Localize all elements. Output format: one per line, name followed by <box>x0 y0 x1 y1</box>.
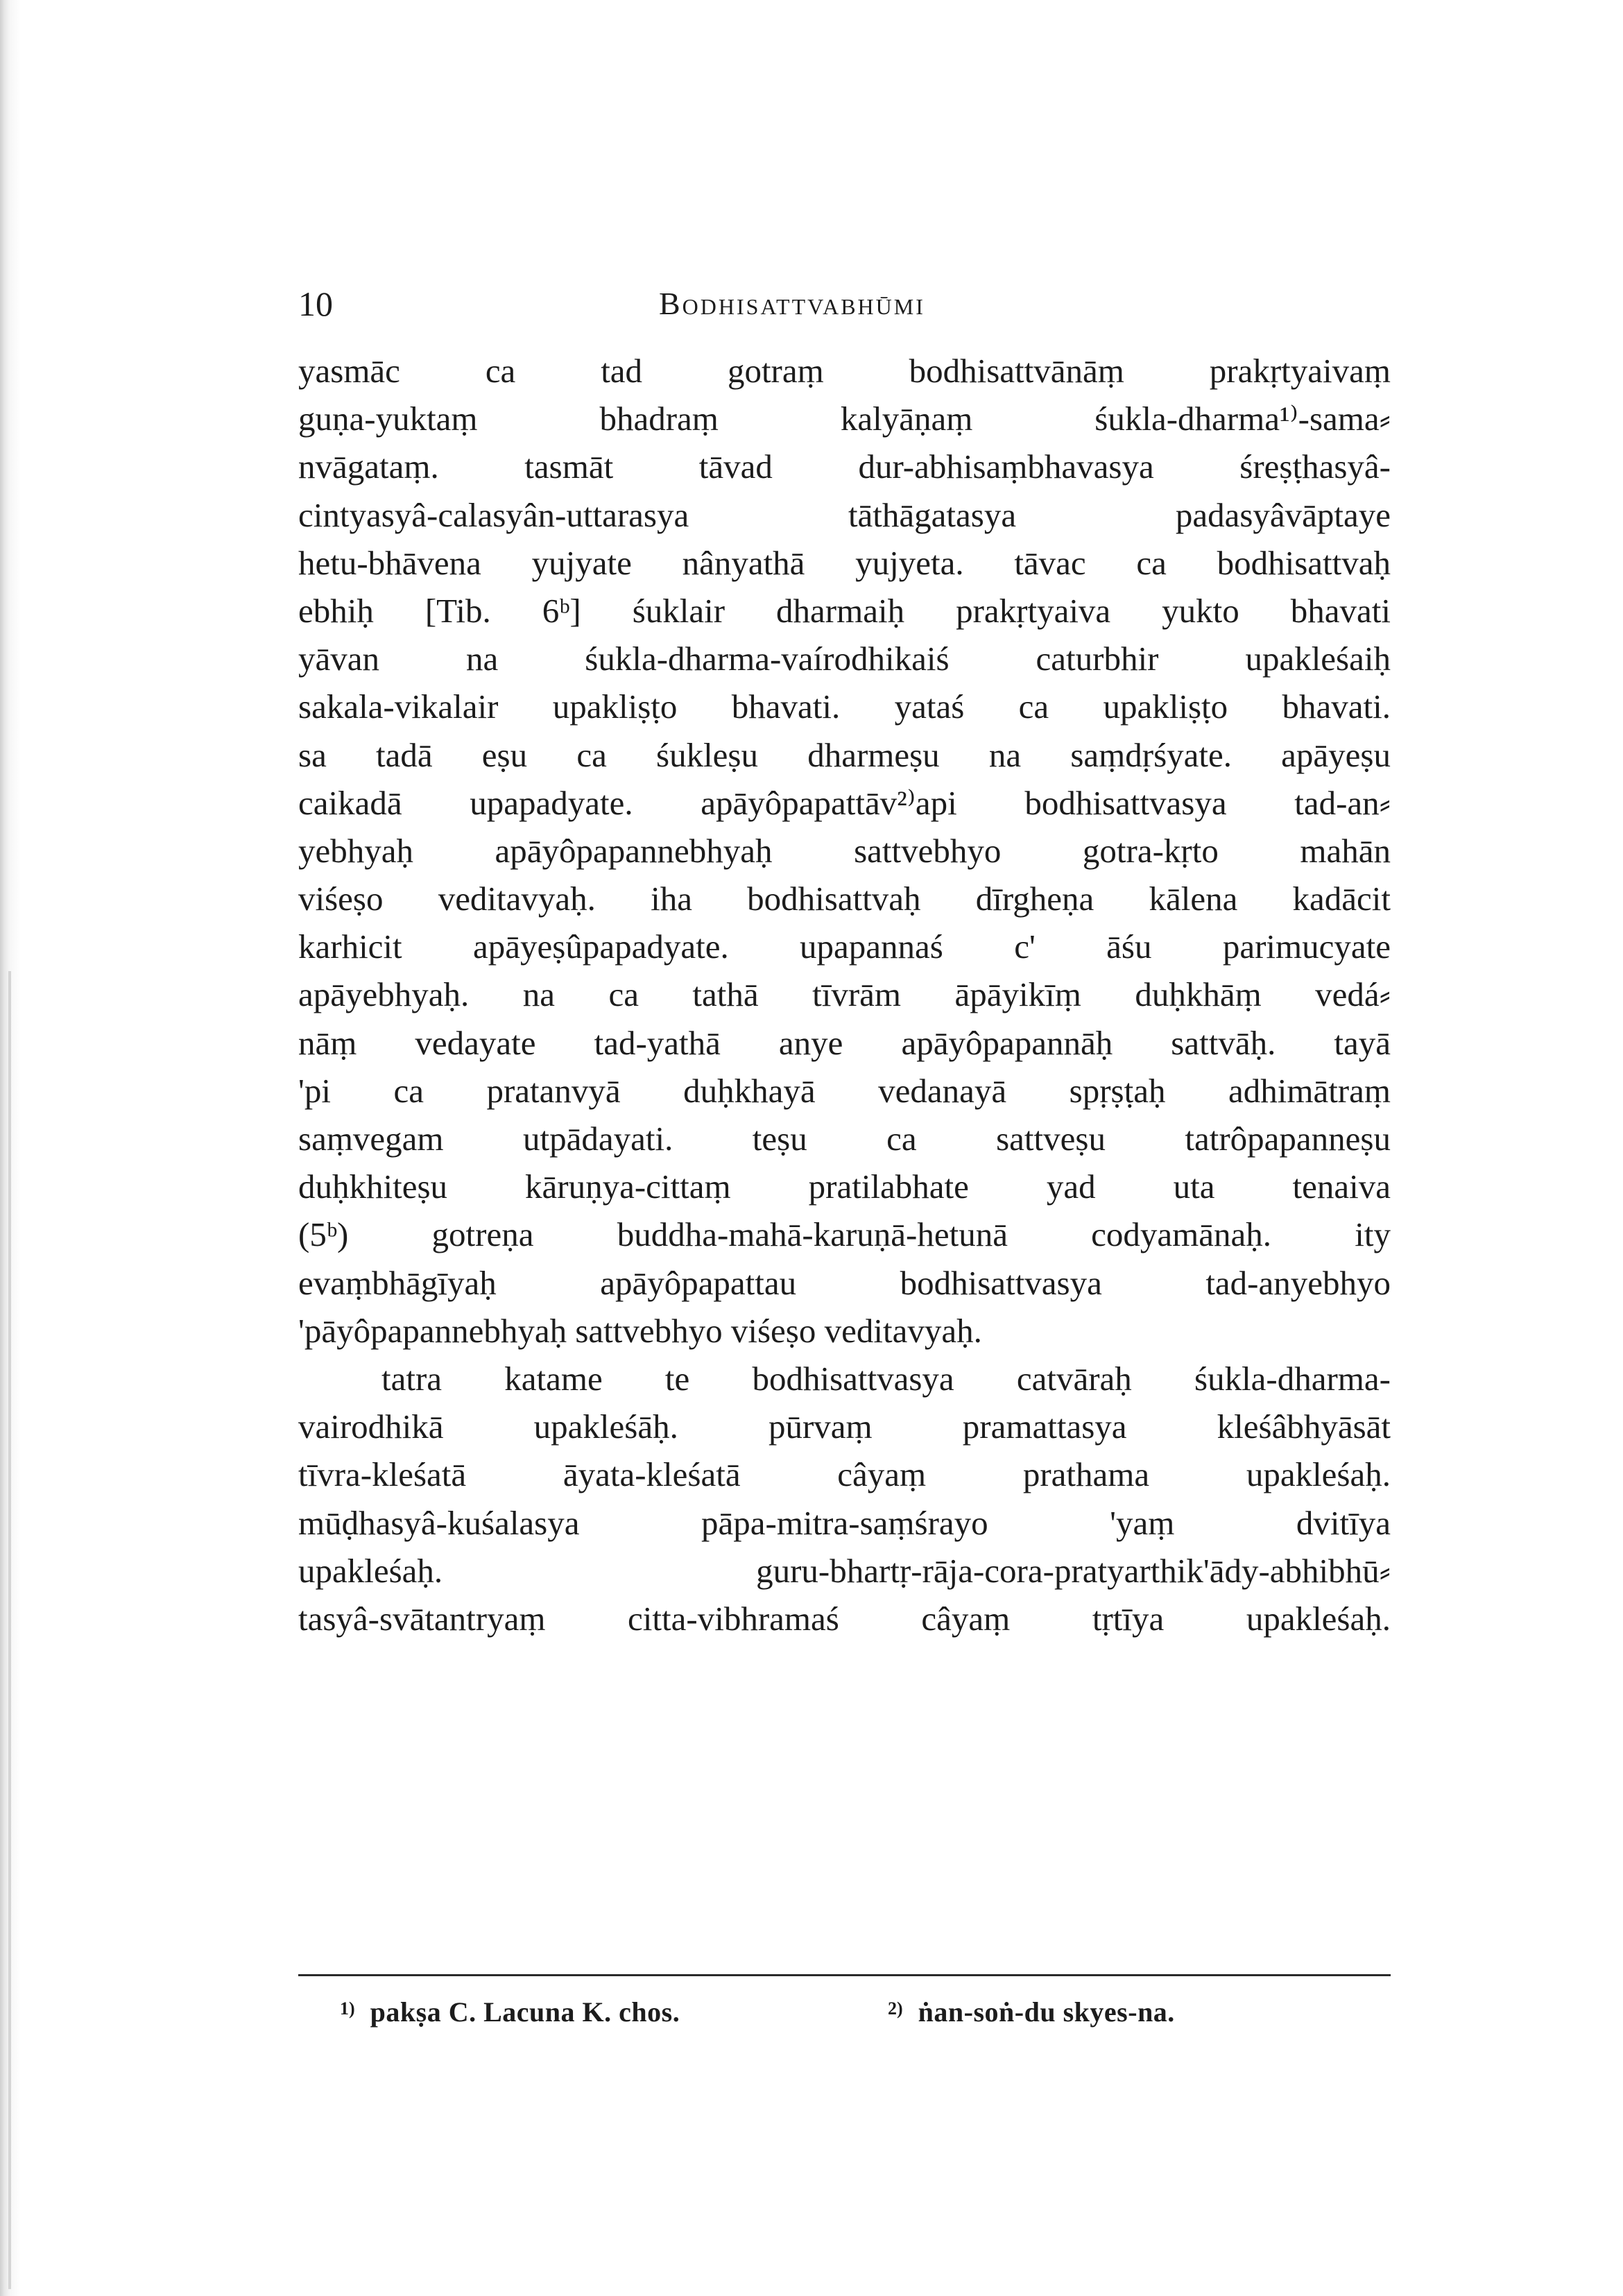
book-title: Bodhisattvabhūmi <box>659 286 925 321</box>
footnotes <box>298 1988 1391 2030</box>
text-line: caikadā upapadyate. apāyôpapattāv²⁾api bodhisattvasya tad-an⸗ <box>298 783 1391 822</box>
text-line: upakleśaḥ. guru-bhartṛ-rāja-cora-pratyarthik'ādy-abhibhū⸗ <box>298 1551 1391 1590</box>
text-line: duḥkhiteṣu kāruṇya-cittaṃ pratilabhate yad uta tenaiva <box>298 1167 1391 1206</box>
text-line: ebhiḥ [Tib. 6ᵇ] śuklair dharmaiḥ prakṛtyaiva yukto bhavati <box>298 591 1391 630</box>
footnote-text: pakṣa C. Lacuna K. chos. <box>370 1996 680 2028</box>
footnote-text: ṅan-soṅ-du skyes-na. <box>918 1996 1175 2028</box>
text-line: yebhyaḥ apāyôpapannebhyaḥ sattvebhyo gotra-kṛto mahān <box>298 831 1391 870</box>
text-line: sakala-vikalair upakliṣṭo bhavati. yataś ca upakliṣṭo bhavati. <box>298 687 1391 726</box>
text-line: evaṃbhāgīyaḥ apāyôpapattau bodhisattvasya tad-anyebhyo <box>298 1263 1391 1302</box>
footnote-rule <box>298 1974 1391 1976</box>
text-line: (5ᵇ) gotreṇa buddha-mahā-karuṇā-hetunā codyamānaḥ. ity <box>298 1215 1391 1254</box>
page-edge-line <box>8 971 11 2289</box>
text-line: viśeṣo veditavyaḥ. iha bodhisattvaḥ dīrgheṇa kālena kadācit <box>298 880 1391 918</box>
text-line: tīvra-kleśatā āyata-kleśatā câyaṃ prathama upakleśaḥ. <box>298 1455 1391 1494</box>
text-line: tasyâ-svātantryaṃ citta-vibhramaś câyaṃ tṛtīya upakleśaḥ. <box>298 1599 1391 1638</box>
text-line: 'pi ca pratanvyā duḥkhayā vedanayā spṛṣṭaḥ adhimātraṃ <box>298 1071 1391 1110</box>
text-line: guṇa-yuktaṃ bhadraṃ kalyāṇaṃ śukla-dharma¹⁾-sama⸗ <box>298 400 1391 438</box>
text-line: cintyasyâ-calasyân-uttarasya tāthāgatasya padasyâvāptaye <box>298 495 1391 534</box>
text-line: sa tadā eṣu ca śukleṣu dharmeṣu na saṃdṛśyate. apāyeṣu <box>298 735 1391 774</box>
text-line: yasmāc ca tad gotraṃ bodhisattvānāṃ prakṛtyaivaṃ <box>298 352 1391 390</box>
text-line: nāṃ vedayate tad-yathā anye apāyôpapannāḥ sattvāḥ. tayā <box>298 1023 1391 1062</box>
text-line: hetu-bhāvena yujyate nânyathā yujyeta. tāvac ca bodhisattvaḥ <box>298 543 1391 582</box>
text-line: karhicit apāyeṣûpapadyate. upapannaś c' āśu parimucyate <box>298 927 1391 966</box>
body-text <box>298 347 1391 1643</box>
text-line: yāvan na śukla-dharma-vaírodhikaiś caturbhir upakleśaiḥ <box>298 640 1391 678</box>
footnote-mark: 2) <box>888 1998 903 2019</box>
text-line: nvāgataṃ. tasmāt tāvad dur-abhisaṃbhavasya śreṣṭhasyâ- <box>298 447 1391 486</box>
running-head <box>298 283 1391 332</box>
footnote-mark: 1) <box>340 1998 355 2019</box>
paragraph-start-line: tatra katame te bodhisattvasya catvāraḥ śukla-dharma- <box>381 1359 1391 1398</box>
page-number: 10 <box>298 284 333 323</box>
text-line: mūḍhasyâ-kuśalasya pāpa-mitra-saṃśrayo 'yaṃ dvitīya <box>298 1503 1391 1542</box>
text-line: saṃvegam utpādayati. teṣu ca sattveṣu tatrôpapanneṣu <box>298 1120 1391 1158</box>
text-line: 'pāyôpapannebhyaḥ sattvebhyo viśeṣo veditavyaḥ. <box>298 1311 982 1350</box>
text-line: vairodhikā upakleśāḥ. pūrvaṃ pramattasya kleśâbhyāsāt <box>298 1407 1391 1446</box>
footnote-2 <box>888 1988 1175 2033</box>
text-line: apāyebhyaḥ. na ca tathā tīvrām āpāyikīṃ duḥkhāṃ vedá⸗ <box>298 975 1391 1014</box>
footnote-1 <box>340 1988 680 2033</box>
